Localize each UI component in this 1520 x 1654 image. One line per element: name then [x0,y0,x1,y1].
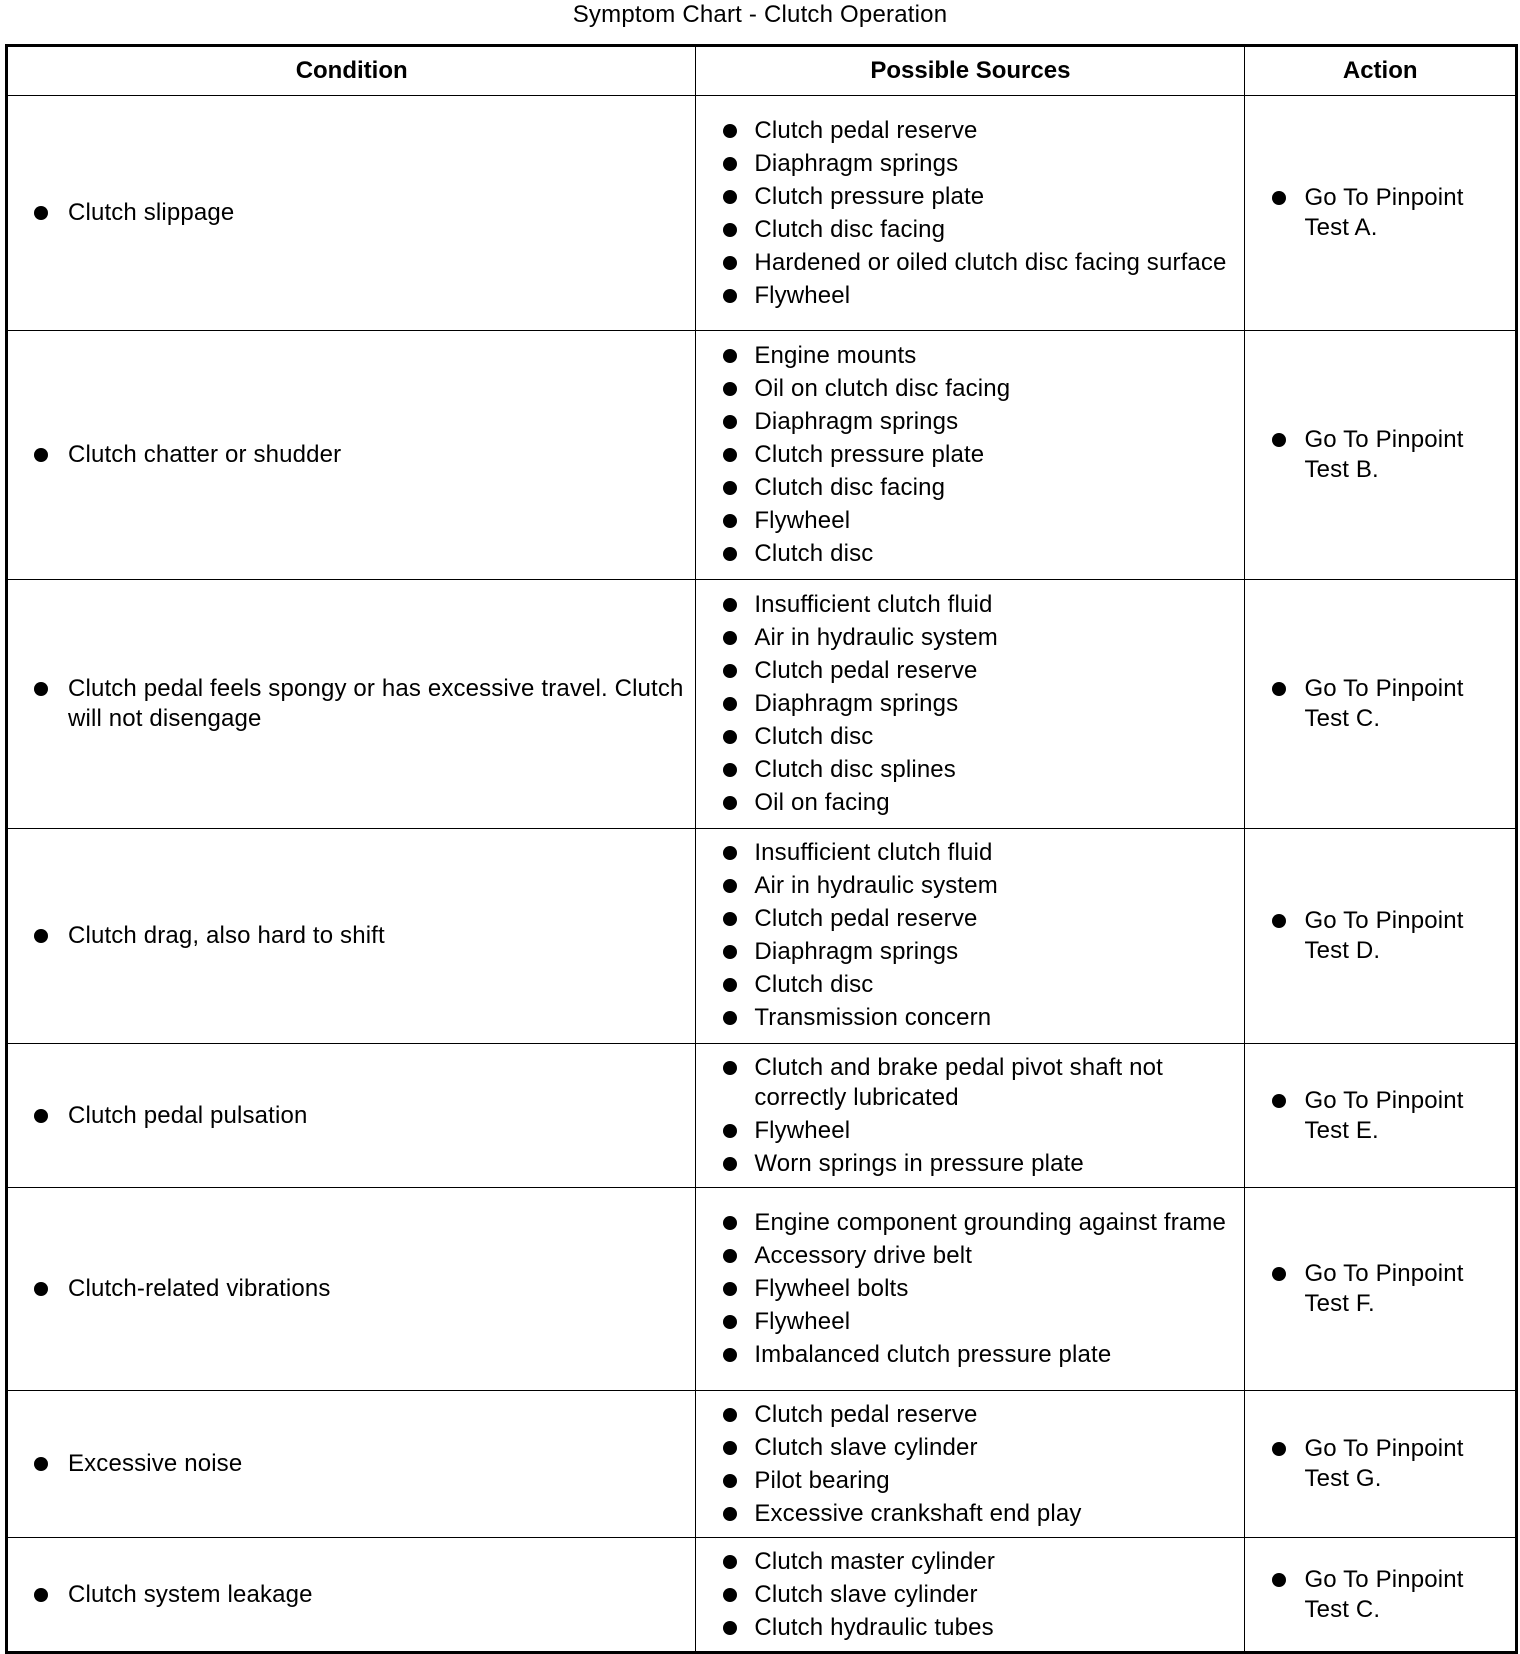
condition-item: Clutch system leakage [8,1580,695,1610]
possible-source-item: Diaphragm springs [696,149,1244,179]
possible-sources-list [696,109,1244,318]
possible-sources-list [696,583,1244,825]
possible-sources-list [696,1046,1244,1186]
possible-source-item: Worn springs in pressure plate [696,1149,1244,1179]
action-item: Go To Pinpoint Test E. [1245,1086,1515,1146]
action-item: Go To Pinpoint Test F. [1245,1259,1515,1319]
table-row [7,331,1517,580]
action-list [1245,425,1515,485]
possible-sources-cell [696,580,1245,829]
possible-sources-cell [696,331,1245,580]
possible-sources-list [696,1540,1244,1650]
action-item: Go To Pinpoint Test C. [1245,1565,1515,1625]
table-row [7,1390,1517,1537]
action-list [1245,1086,1515,1146]
condition-cell [7,1538,696,1653]
condition-cell [7,331,696,580]
header-possible-sources: Possible Sources [696,46,1245,96]
condition-item: Clutch-related vibrations [8,1274,695,1304]
possible-sources-list [696,831,1244,1040]
possible-sources-cell [696,828,1245,1043]
possible-sources-list [696,1201,1244,1377]
action-list [1245,183,1515,243]
possible-source-item: Flywheel [696,1307,1244,1337]
action-cell [1245,96,1517,331]
condition-list [8,1449,695,1479]
possible-source-item: Clutch pedal reserve [696,904,1244,934]
possible-source-item: Insufficient clutch fluid [696,838,1244,868]
possible-source-item: Imbalanced clutch pressure plate [696,1340,1244,1370]
action-cell [1245,1538,1517,1653]
condition-cell [7,828,696,1043]
header-condition: Condition [7,46,696,96]
condition-item: Clutch drag, also hard to shift [8,921,695,951]
condition-list [8,674,695,734]
possible-source-item: Diaphragm springs [696,937,1244,967]
possible-source-item: Engine mounts [696,341,1244,371]
possible-sources-list [696,1393,1244,1536]
possible-sources-cell [696,1188,1245,1391]
possible-source-item: Engine component grounding against frame [696,1208,1244,1238]
possible-source-item: Pilot bearing [696,1466,1244,1496]
possible-sources-cell [696,1390,1245,1537]
action-cell [1245,1188,1517,1391]
condition-cell [7,96,696,331]
possible-source-item: Clutch hydraulic tubes [696,1613,1244,1643]
table-row [7,1043,1517,1187]
possible-sources-cell [696,1043,1245,1187]
condition-cell [7,1043,696,1187]
condition-item: Clutch pedal pulsation [8,1101,695,1131]
condition-list [8,1274,695,1304]
possible-source-item: Oil on clutch disc facing [696,374,1244,404]
condition-list [8,921,695,951]
table-row [7,580,1517,829]
possible-source-item: Insufficient clutch fluid [696,590,1244,620]
possible-source-item: Clutch master cylinder [696,1547,1244,1577]
possible-source-item: Clutch disc facing [696,215,1244,245]
condition-list [8,1580,695,1610]
possible-source-item: Air in hydraulic system [696,623,1244,653]
action-cell [1245,1390,1517,1537]
possible-source-item: Clutch disc splines [696,755,1244,785]
action-item: Go To Pinpoint Test A. [1245,183,1515,243]
condition-item: Excessive noise [8,1449,695,1479]
chart-body [7,96,1517,1653]
possible-source-item: Diaphragm springs [696,407,1244,437]
possible-source-item: Transmission concern [696,1003,1244,1033]
possible-source-item: Clutch pedal reserve [696,656,1244,686]
possible-source-item: Clutch pressure plate [696,182,1244,212]
possible-source-item: Clutch disc facing [696,473,1244,503]
condition-item: Clutch chatter or shudder [8,440,695,470]
action-list [1245,1434,1515,1494]
possible-source-item: Diaphragm springs [696,689,1244,719]
header-row [7,46,1517,96]
table-row [7,828,1517,1043]
possible-source-item: Clutch disc [696,722,1244,752]
condition-item: Clutch pedal feels spongy or has excessive travel. Clutch will not disengage [8,674,695,734]
possible-source-item: Clutch slave cylinder [696,1433,1244,1463]
action-list [1245,674,1515,734]
condition-list [8,198,695,228]
possible-source-item: Clutch pedal reserve [696,116,1244,146]
action-cell [1245,828,1517,1043]
possible-source-item: Excessive crankshaft end play [696,1499,1244,1529]
condition-cell [7,1188,696,1391]
action-item: Go To Pinpoint Test D. [1245,906,1515,966]
possible-source-item: Clutch and brake pedal pivot shaft not correctly lubricated [696,1053,1244,1113]
condition-cell [7,580,696,829]
action-list [1245,1259,1515,1319]
condition-item: Clutch slippage [8,198,695,228]
possible-source-item: Flywheel [696,506,1244,536]
table-row [7,1538,1517,1653]
action-item: Go To Pinpoint Test C. [1245,674,1515,734]
possible-source-item: Clutch disc [696,539,1244,569]
symptom-chart-table [5,44,1518,1654]
possible-source-item: Flywheel [696,1116,1244,1146]
table-row [7,1188,1517,1391]
chart-title: Symptom Chart - Clutch Operation [572,1,948,28]
possible-source-item: Hardened or oiled clutch disc facing surface [696,248,1244,278]
action-cell [1245,1043,1517,1187]
possible-source-item: Clutch slave cylinder [696,1580,1244,1610]
action-list [1245,1565,1515,1625]
header-action: Action [1245,46,1517,96]
possible-source-item: Air in hydraulic system [696,871,1244,901]
possible-source-item: Clutch pressure plate [696,440,1244,470]
possible-sources-cell [696,1538,1245,1653]
possible-source-item: Flywheel [696,281,1244,311]
possible-sources-cell [696,96,1245,331]
action-item: Go To Pinpoint Test B. [1245,425,1515,485]
possible-source-item: Accessory drive belt [696,1241,1244,1271]
action-cell [1245,580,1517,829]
condition-cell [7,1390,696,1537]
table-row [7,96,1517,331]
condition-list [8,440,695,470]
possible-source-item: Oil on facing [696,788,1244,818]
possible-source-item: Flywheel bolts [696,1274,1244,1304]
possible-sources-list [696,334,1244,576]
condition-list [8,1101,695,1131]
action-item: Go To Pinpoint Test G. [1245,1434,1515,1494]
action-cell [1245,331,1517,580]
possible-source-item: Clutch pedal reserve [696,1400,1244,1430]
action-list [1245,906,1515,966]
possible-source-item: Clutch disc [696,970,1244,1000]
